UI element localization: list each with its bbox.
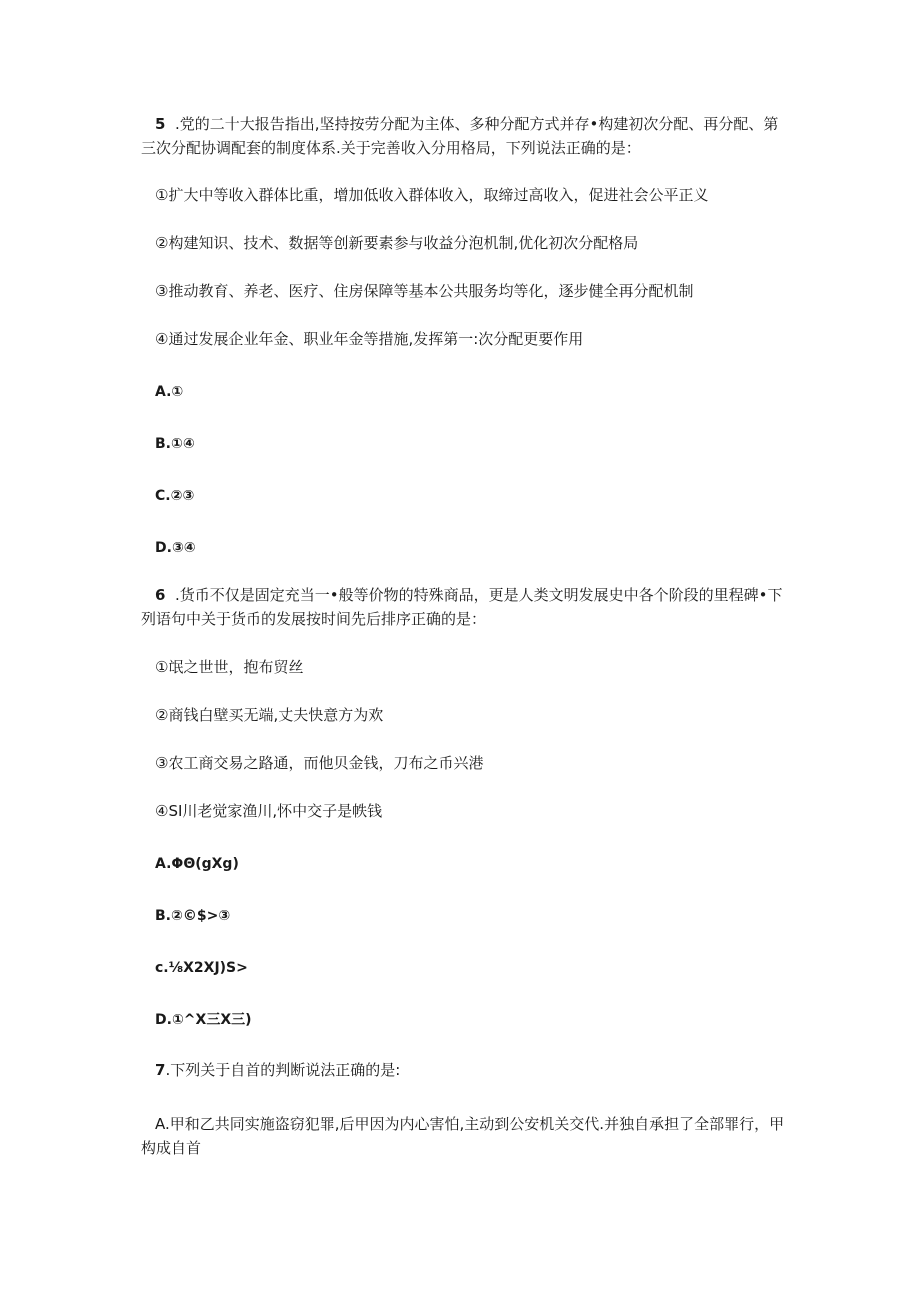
question-5-option-d: D.③④	[155, 540, 196, 556]
question-6-statement-2: ②商钱白壁买无端,丈夫快意方为欢	[155, 706, 384, 724]
question-5-stem-line-1	[155, 112, 778, 136]
question-6-stem-line-2: 列语句中关于货币的发展按时间先后排序正确的是：	[141, 610, 487, 628]
question-7-number: 7	[155, 1061, 166, 1079]
question-6-number: 6	[155, 586, 166, 604]
question-5-statement-4: ④通过发展企业年金、职业年金等措施,发挥第一:次分配更要作用	[155, 330, 584, 348]
question-7-stem-text: .下列关于自首的判断说法正确的是:	[165, 1061, 401, 1079]
question-6-option-d: D.①^X三X三)	[155, 1012, 252, 1028]
question-5-statement-1: ①扩大中等收入群体比重，增加低收入群体收入，取缔过高收入，促进社会公平正义	[155, 186, 709, 204]
question-5-number: 5	[155, 115, 166, 133]
question-7-option-a-line-1	[155, 1112, 784, 1136]
question-6-option-b: B.②©$>③	[155, 908, 231, 924]
question-6-stem-line-1	[155, 583, 782, 607]
question-7-option-a-text: A.甲和乙共同实施盗窃犯罪,后甲因为内心害怕,主动到公安机关交代.并独自承担了全部罪行，甲	[155, 1115, 785, 1133]
question-6-statement-1: ①氓之世世，抱布贸丝	[155, 658, 304, 676]
question-6-option-a: A.ΦΘ(gXg)	[155, 856, 239, 872]
question-5-option-b: B.①④	[155, 436, 195, 452]
question-5-statement-2: ②构建知识、技术、数据等创新要素参与收益分泡机制,优化初次分配格局	[155, 234, 639, 252]
question-6-statement-4: ④SI川老觉家渔川,怀中交子是帙钱	[155, 802, 383, 820]
question-7-stem	[155, 1058, 400, 1082]
question-5-statement-3: ③推动教育、养老、医疗、住房保障等基本公共服务均等化，逐步健全再分配机制	[155, 282, 694, 300]
question-6-stem-text: .货币不仅是固定充当一•般等价物的特殊商品，更是人类文明发展史中各个阶段的里程碑•下	[174, 586, 783, 604]
question-5-stem-line-2: 三次分配协调配套的制度体系.关于完善收入分用格局，下列说法正确的是：	[141, 139, 641, 157]
question-5-option-c: C.②③	[155, 488, 195, 504]
question-6-statement-3: ③农工商交易之路通，而他贝金钱，刀布之币兴港	[155, 754, 484, 772]
question-5-stem-text: .党的二十大报告指出,坚持按劳分配为主体、多种分配方式并存•构建初次分配、再分配、第	[174, 115, 779, 133]
question-7-option-a-line-2: 构成自首	[141, 1139, 202, 1157]
question-5-option-a: A.①	[155, 384, 184, 400]
question-6-option-c: c.⅛X2XJ)S>	[155, 960, 248, 976]
